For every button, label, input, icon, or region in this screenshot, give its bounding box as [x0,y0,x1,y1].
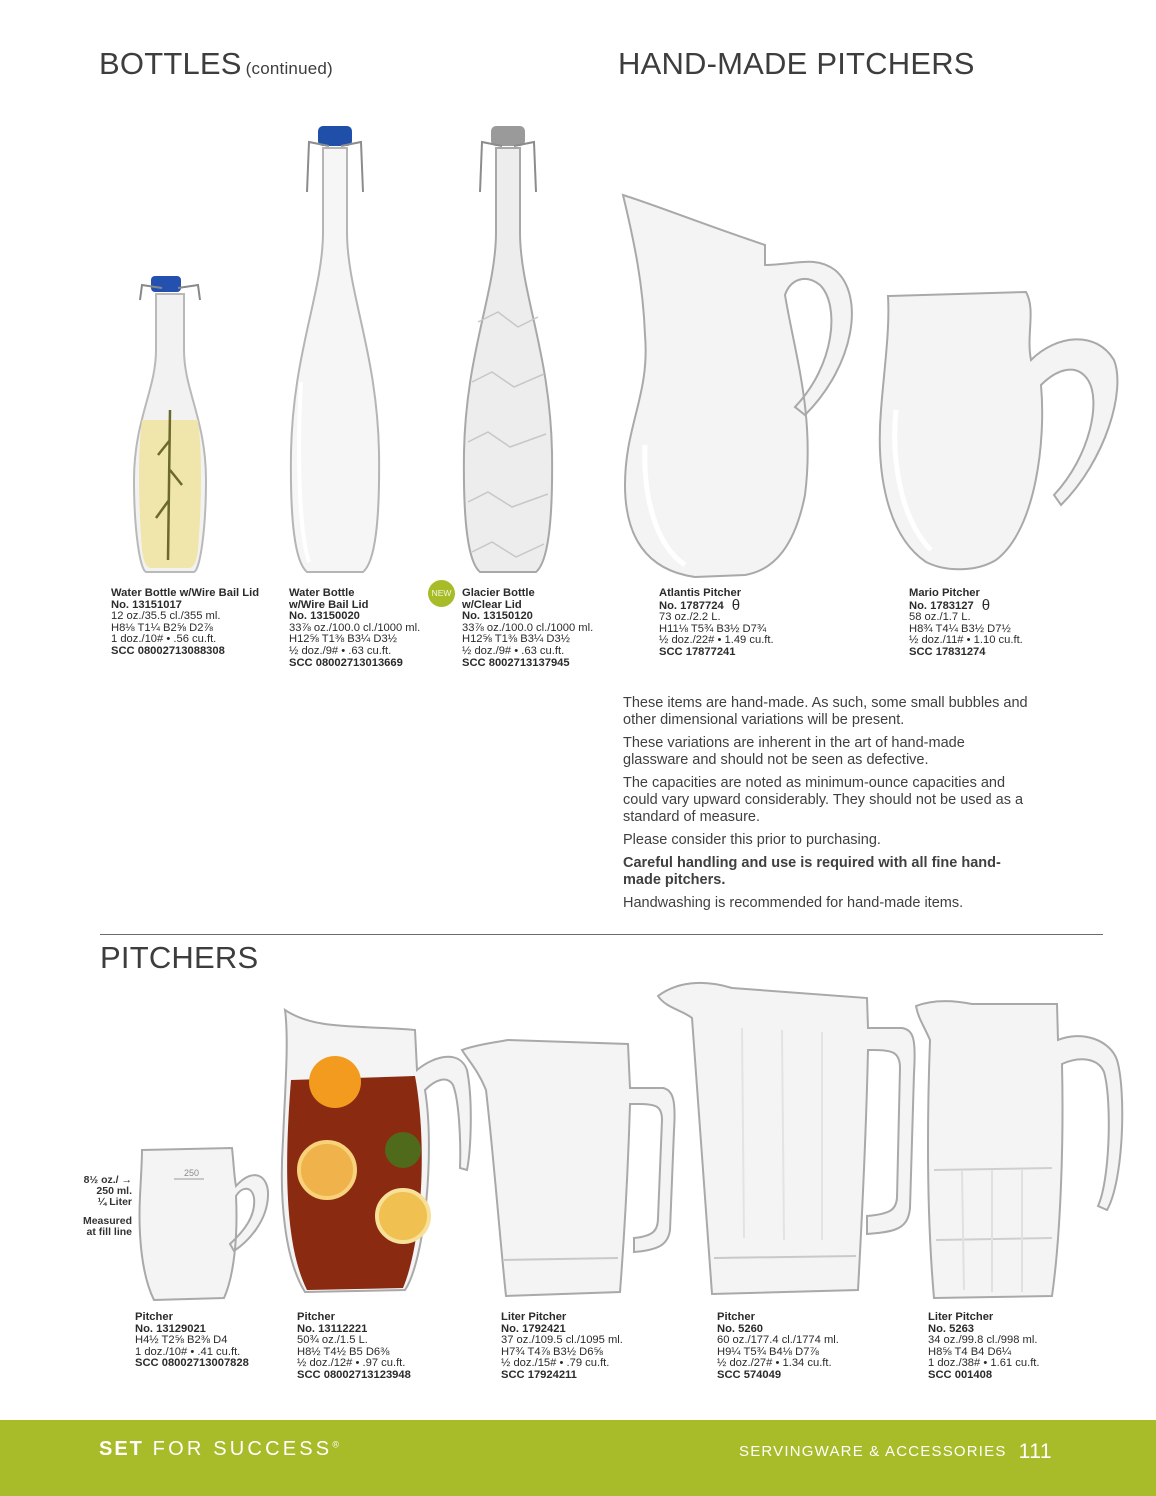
note-paragraph: The capacities are noted as minimum-ounce capacities and could vary upward considerably. They should not be used as a standard of measure. [623,775,1024,825]
product-spec-mario-pitcher: Mario Pitcher No. 1783127 θ 58 oz./1.7 L. H8¾ T4¼ B3½ D7½ ½ doz./11# • 1.10 cu.ft. SCC 17831274 [909,587,1023,658]
atlantis-pitcher-image [615,185,860,580]
section-title: SERVINGWARE & ACCESSORIES [739,1443,1007,1460]
fill-line-mark: 250 [184,1168,200,1178]
product-spec-water-bottle-small: Water Bottle w/Wire Bail Lid No. 13151017 12 oz./35.5 cl./355 ml. H8⅛ T1¼ B2⅝ D2⅞ 1 doz./10# • .56 cu.ft. SCC 08002713088308 [111,587,260,657]
product-spec-glacier-bottle: Glacier Bottle w/Clear Lid No. 13150120 33⅞ oz./100.0 cl./1000 ml. H12⅝ T1⅜ B3¼ D3½ ½ doz./9# • .63 cu.ft. SCC 8002713137945 [462,587,594,669]
small-bottle-image [120,270,220,575]
product-spec-pitcher-5260: Pitcher No. 5260 60 oz./177.4 cl./1774 ml. H9¼ T5¾ B4⅛ D7⅞ ½ doz./27# • 1.34 cu.ft. SCC 574049 [717,1311,839,1381]
handmade-notes [623,695,1033,918]
fill-line-note: 8½ oz./ → 250 ml. ¼ Liter Measured at fill line [82,1174,132,1238]
product-spec-atlantis-pitcher: Atlantis Pitcher No. 1787724 θ 73 oz./2.2 L. H11⅛ T5¾ B3½ D7¾ ½ doz./22# • 1.49 cu.ft. SCC 17877241 [659,587,774,658]
note-paragraph-bold: Careful handling and use is required with all fine hand-made pitchers. [623,855,1001,888]
product-spec-liter-pitcher-5263: Liter Pitcher No. 5263 34 oz./99.8 cl./998 ml. H8⅝ T4 B4 D6¼ 1 doz./38# • 1.61 cu.ft. SCC 001408 [928,1311,1040,1381]
note-paragraph: Handwashing is recommended for hand-made items. [623,895,964,911]
note-paragraph: Please consider this prior to purchasing. [623,832,881,848]
pitcher-5260-image [652,978,917,1303]
note-paragraph: These items are hand-made. As such, some small bubbles and other dimensional variations will be present. [623,695,1028,728]
product-spec-pitcher-13129021: Pitcher No. 13129021 H4½ T2⅝ B2⅜ D4 1 doz./10# • .41 cu.ft. SCC 08002713007828 [135,1311,249,1370]
page-number: 111 [1018,1440,1052,1463]
heading-handmade-pitchers: HAND-MADE PITCHERS [618,46,975,81]
footer-section [739,1440,1052,1464]
product-spec-water-bottle-large: Water Bottle w/Wire Bail Lid No. 13150020 33⅞ oz./100.0 cl./1000 ml. H12⅝ T1⅜ B3¼ D3½ ½ doz./9# • .63 cu.ft. SCC 08002713013669 [289,587,421,669]
liter-pitcher-5263-image [912,1000,1132,1303]
note-paragraph: These variations are inherent in the art of hand-made glassware and should not be seen as defective. [623,735,965,768]
handmade-symbol: θ [981,596,991,614]
sangria-pitcher-image [275,1000,475,1300]
mario-pitcher-image [876,290,1126,575]
footer-bar [0,1420,1156,1496]
heading-bottles-sub: (continued) [245,59,333,78]
product-spec-pitcher-13112221: Pitcher No. 13112221 50¾ oz./1.5 L. H8½ T4½ B5 D6⅜ ½ doz./12# • .97 cu.ft. SCC 08002713123948 [297,1311,411,1381]
glacier-bottle-image [458,122,558,577]
brand-logo: SET FOR SUCCESS® [99,1438,339,1460]
section-divider [100,934,1103,935]
new-badge: NEW [428,580,455,607]
product-spec-liter-pitcher-1792421: Liter Pitcher No. 1792421 37 oz./109.5 cl./1095 ml. H7¾ T4⅞ B3½ D6⅝ ½ doz./15# • .79 cu.ft. SCC 17924211 [501,1311,623,1381]
heading-pitchers: PITCHERS [100,940,259,975]
handmade-symbol: θ [731,596,741,614]
small-pitcher-image [134,1146,274,1306]
liter-pitcher-image [458,1040,678,1302]
tall-bottle-image [285,122,385,577]
heading-bottles: BOTTLES (continued) [99,46,333,81]
